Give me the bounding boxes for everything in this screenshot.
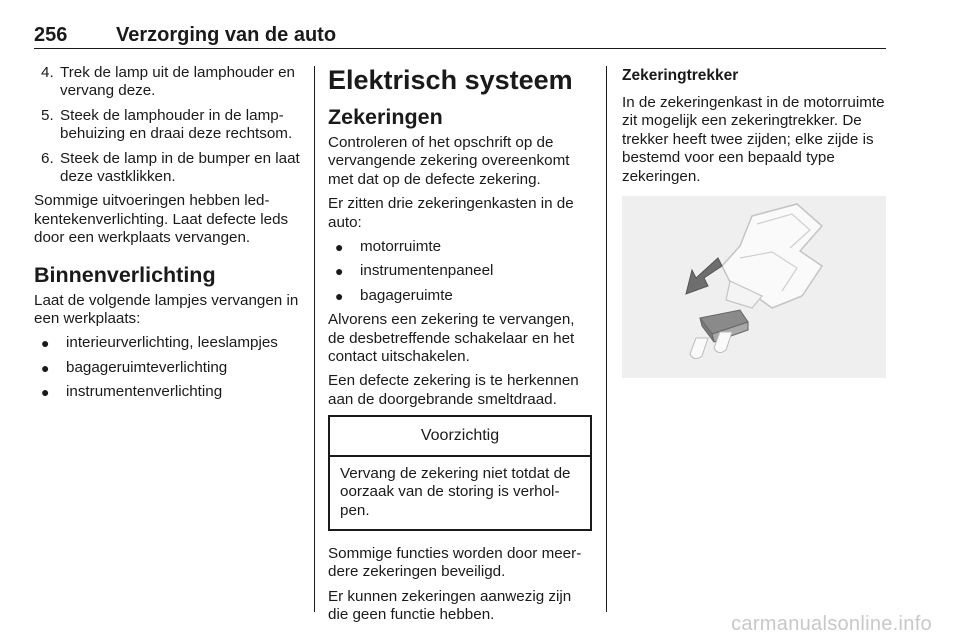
list-item	[34, 64, 300, 101]
list-item	[34, 107, 300, 144]
paragraph: Een defecte zekering is te herkennen aan de doorgebrande smeltdraad.	[328, 372, 579, 408]
column-1	[34, 64, 300, 408]
bullet-icon: ●	[41, 359, 50, 376]
page-header	[34, 22, 886, 49]
paragraph: Er kunnen zekeringen aanwezig zijn die geen functie hebben.	[328, 587, 572, 624]
section-title: Elektrisch systeem	[328, 65, 573, 95]
bullet-icon: ●	[41, 384, 50, 401]
column-divider-1	[314, 66, 315, 612]
list-item: ● bagageruimte	[335, 286, 453, 304]
interior-lighting-heading: Binnenverlichting	[34, 262, 216, 287]
caution-title: Voorzichtig	[330, 417, 590, 456]
step-number: 5.	[41, 106, 54, 124]
paragraph: Er zitten drie zekeringenkasten in de auto:	[328, 195, 574, 231]
step-text: Steek de lamphouder in de lampbehuizing en draai deze rechtsom.	[60, 106, 293, 143]
step-number: 4.	[41, 64, 54, 81]
list-item	[34, 150, 300, 187]
led-paragraph: Sommige uitvoeringen hebben led-kentekenverlichting. Laat defecte leds door een werkplaats vervangen.	[34, 192, 289, 247]
fuse-puller-illustration	[622, 196, 886, 378]
interior-intro: Laat de volgende lampjes vervangen in een werkplaats:	[34, 291, 299, 328]
bullet-icon: ●	[335, 239, 344, 256]
bullet-icon: ●	[335, 263, 344, 280]
list-item: ● bagageruimteverlichting	[41, 358, 228, 376]
watermark: carmanualsonline.info	[731, 613, 932, 635]
caution-text: Vervang de zekering niet totdat de oorzaak van de storing is verholpen.	[340, 464, 571, 519]
column-2	[328, 64, 592, 631]
list-item: ● interieurverlichting, leeslampjes	[41, 334, 278, 352]
step-number: 6.	[41, 149, 54, 167]
fuses-heading: Zekeringen	[328, 105, 443, 129]
steps-list	[34, 64, 300, 186]
fuse-puller-heading: Zekeringtrekker	[622, 67, 739, 84]
paragraph: In de zekeringenkast in de motorruimte zit mogelijk een zekeringtrekker. De trekker heeft twee zijden; elke zijde is bestemd voor een bepaald type zekeringen.	[622, 94, 885, 185]
list-item: ● instrumentenverlichting	[41, 383, 223, 401]
fuse-box-list	[328, 238, 592, 305]
paragraph: Controleren of het opschrift op de vervangende zekering overeenkomt met dat op de defecte zekering.	[328, 134, 570, 188]
step-text: Steek de lamp in de bumper en laat deze vastklikken.	[60, 149, 300, 186]
interior-list	[34, 334, 300, 401]
chapter-title: Verzorging van de auto	[116, 24, 337, 46]
bullet-icon: ●	[335, 287, 344, 304]
list-item: ● motorruimte	[335, 238, 442, 256]
fuse-puller-icon	[622, 196, 886, 378]
column-divider-2	[606, 66, 607, 612]
paragraph: Alvorens een zekering te vervangen, de desbetreffende schakelaar en het contact uitschakelen.	[328, 311, 575, 366]
list-item: ● instrumentenpaneel	[335, 262, 494, 280]
step-text: Trek de lamp uit de lamphouder en vervang deze.	[60, 64, 295, 100]
page-number: 256	[34, 24, 68, 46]
paragraph: Sommige functies worden door meerdere zekeringen beveiligd.	[328, 544, 582, 581]
bullet-icon: ●	[41, 335, 50, 352]
caution-box	[328, 415, 592, 531]
column-3	[622, 66, 888, 378]
